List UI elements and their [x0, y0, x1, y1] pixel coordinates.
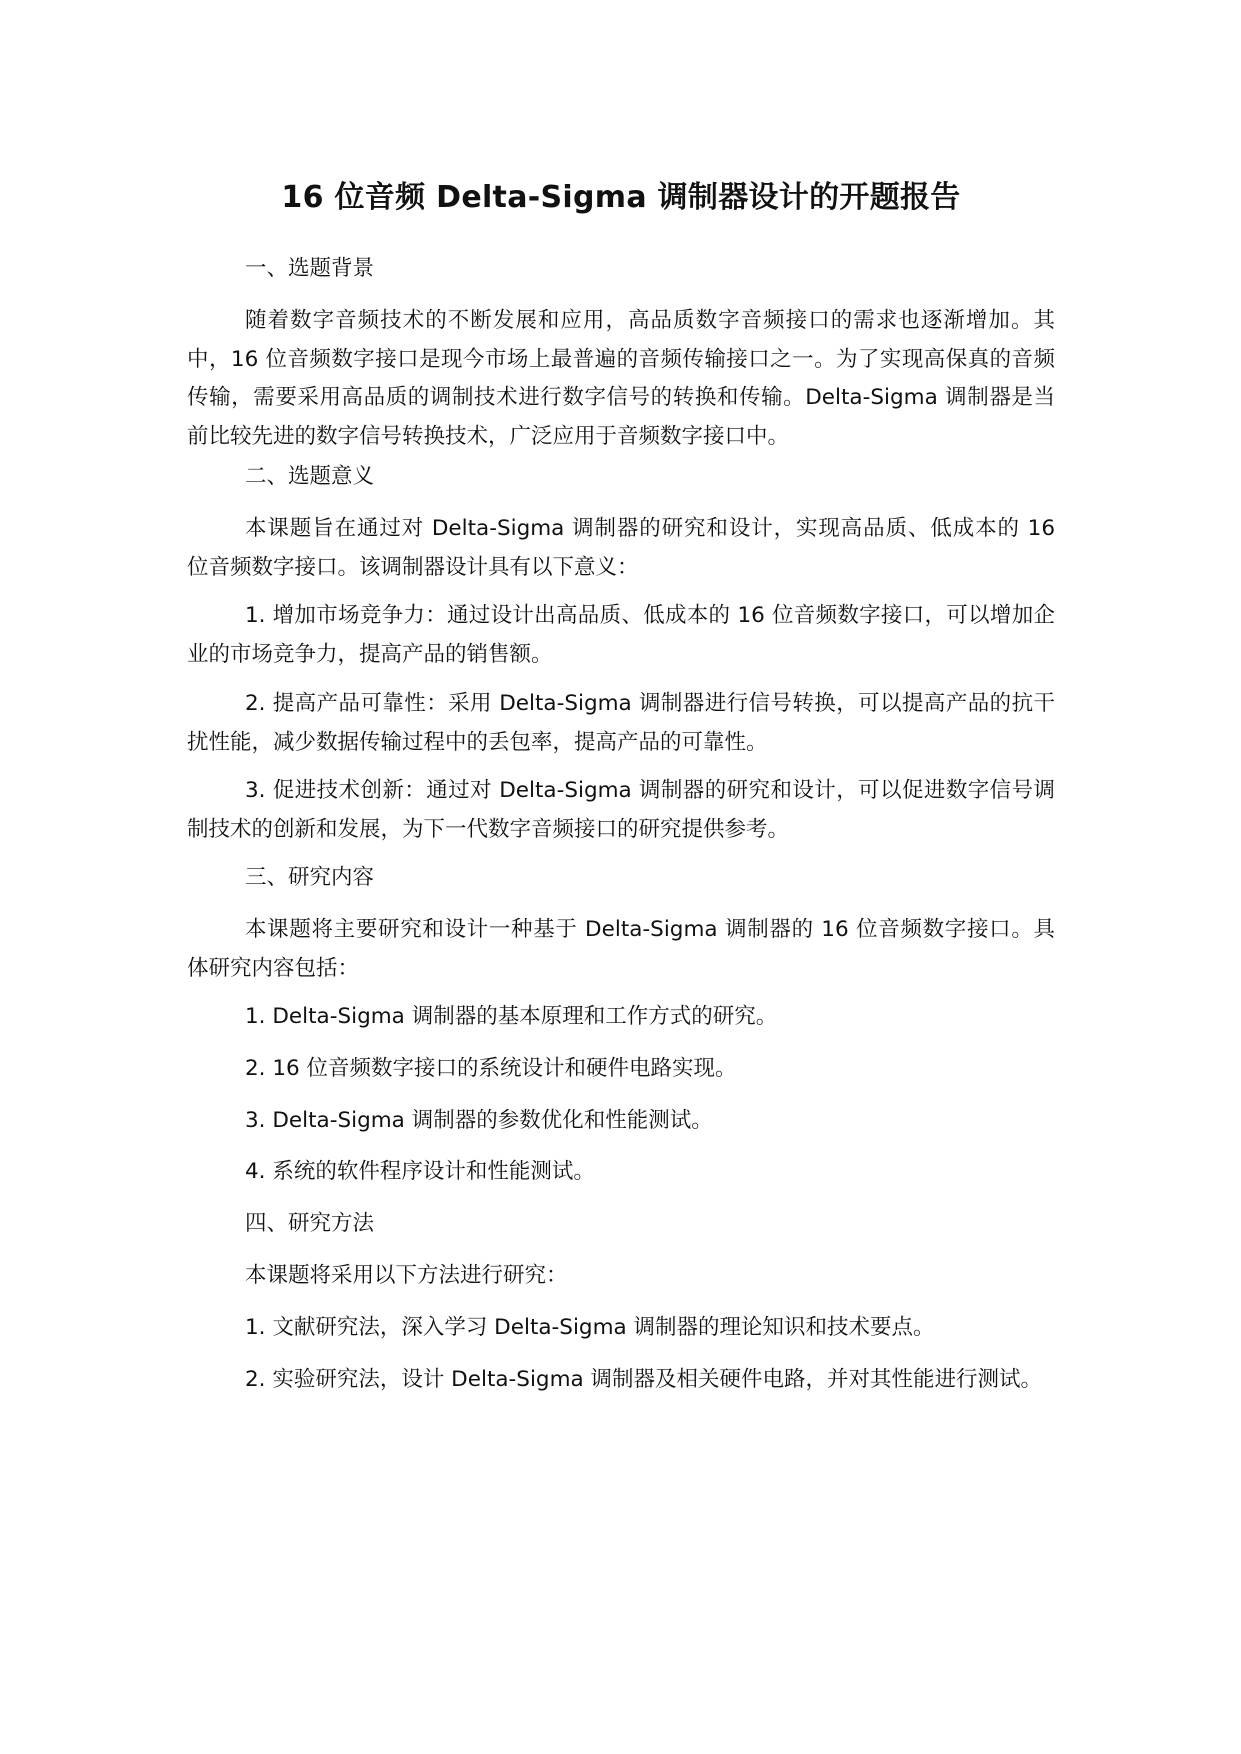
significance-item-2: 2. 提高产品可靠性：采用 Delta-Sigma 调制器进行信号转换，可以提高产品的抗干扰性能，减少数据传输过程中的丢包率，提高产品的可靠性。	[187, 691, 1055, 755]
section-heading-significance: 二、选题意义	[245, 464, 375, 489]
section-heading-background: 一、选题背景	[245, 256, 375, 281]
background-paragraph: 随着数字音频技术的不断发展和应用，高品质数字音频接口的需求也逐渐增加。其中，16 位音频数字接口是现今市场上最普遍的音频传输接口之一。为了实现高保真的音频传输，需要采用高品质的调制技术进行数字信号的转换和传输。Delta-Sigma 调制器是当前比较先进的数字信号转换技术，广泛应用于音频数字接口中。	[187, 308, 1055, 449]
significance-paragraph: 本课题旨在通过对 Delta-Sigma 调制器的研究和设计，实现高品质、低成本的 16 位音频数字接口。该调制器设计具有以下意义：	[187, 516, 1055, 580]
section-heading-research-methods: 四、研究方法	[245, 1211, 375, 1236]
research-content-item-2: 2. 16 位音频数字接口的系统设计和硬件电路实现。	[245, 1056, 737, 1081]
research-content-item-1: 1. Delta-Sigma 调制器的基本原理和工作方式的研究。	[245, 1004, 778, 1029]
research-methods-item-1: 1. 文献研究法，深入学习 Delta-Sigma 调制器的理论知识和技术要点。	[245, 1315, 935, 1340]
section-heading-research-content: 三、研究内容	[245, 865, 375, 890]
research-content-paragraph: 本课题将主要研究和设计一种基于 Delta-Sigma 调制器的 16 位音频数字接口。具体研究内容包括：	[187, 917, 1055, 981]
significance-item-1: 1. 增加市场竞争力：通过设计出高品质、低成本的 16 位音频数字接口，可以增加企业的市场竞争力，提高产品的销售额。	[187, 603, 1055, 667]
significance-item-3: 3. 促进技术创新：通过对 Delta-Sigma 调制器的研究和设计，可以促进数字信号调制技术的创新和发展，为下一代数字音频接口的研究提供参考。	[187, 778, 1055, 842]
research-methods-intro: 本课题将采用以下方法进行研究：	[245, 1263, 568, 1288]
research-content-item-3: 3. Delta-Sigma 调制器的参数优化和性能测试。	[245, 1108, 713, 1133]
research-content-item-4: 4. 系统的软件程序设计和性能测试。	[245, 1159, 595, 1184]
research-methods-item-2: 2. 实验研究法，设计 Delta-Sigma 调制器及相关硬件电路，并对其性能进行测试。	[245, 1367, 1043, 1392]
document-title: 16 位音频 Delta-Sigma 调制器设计的开题报告	[281, 180, 961, 215]
